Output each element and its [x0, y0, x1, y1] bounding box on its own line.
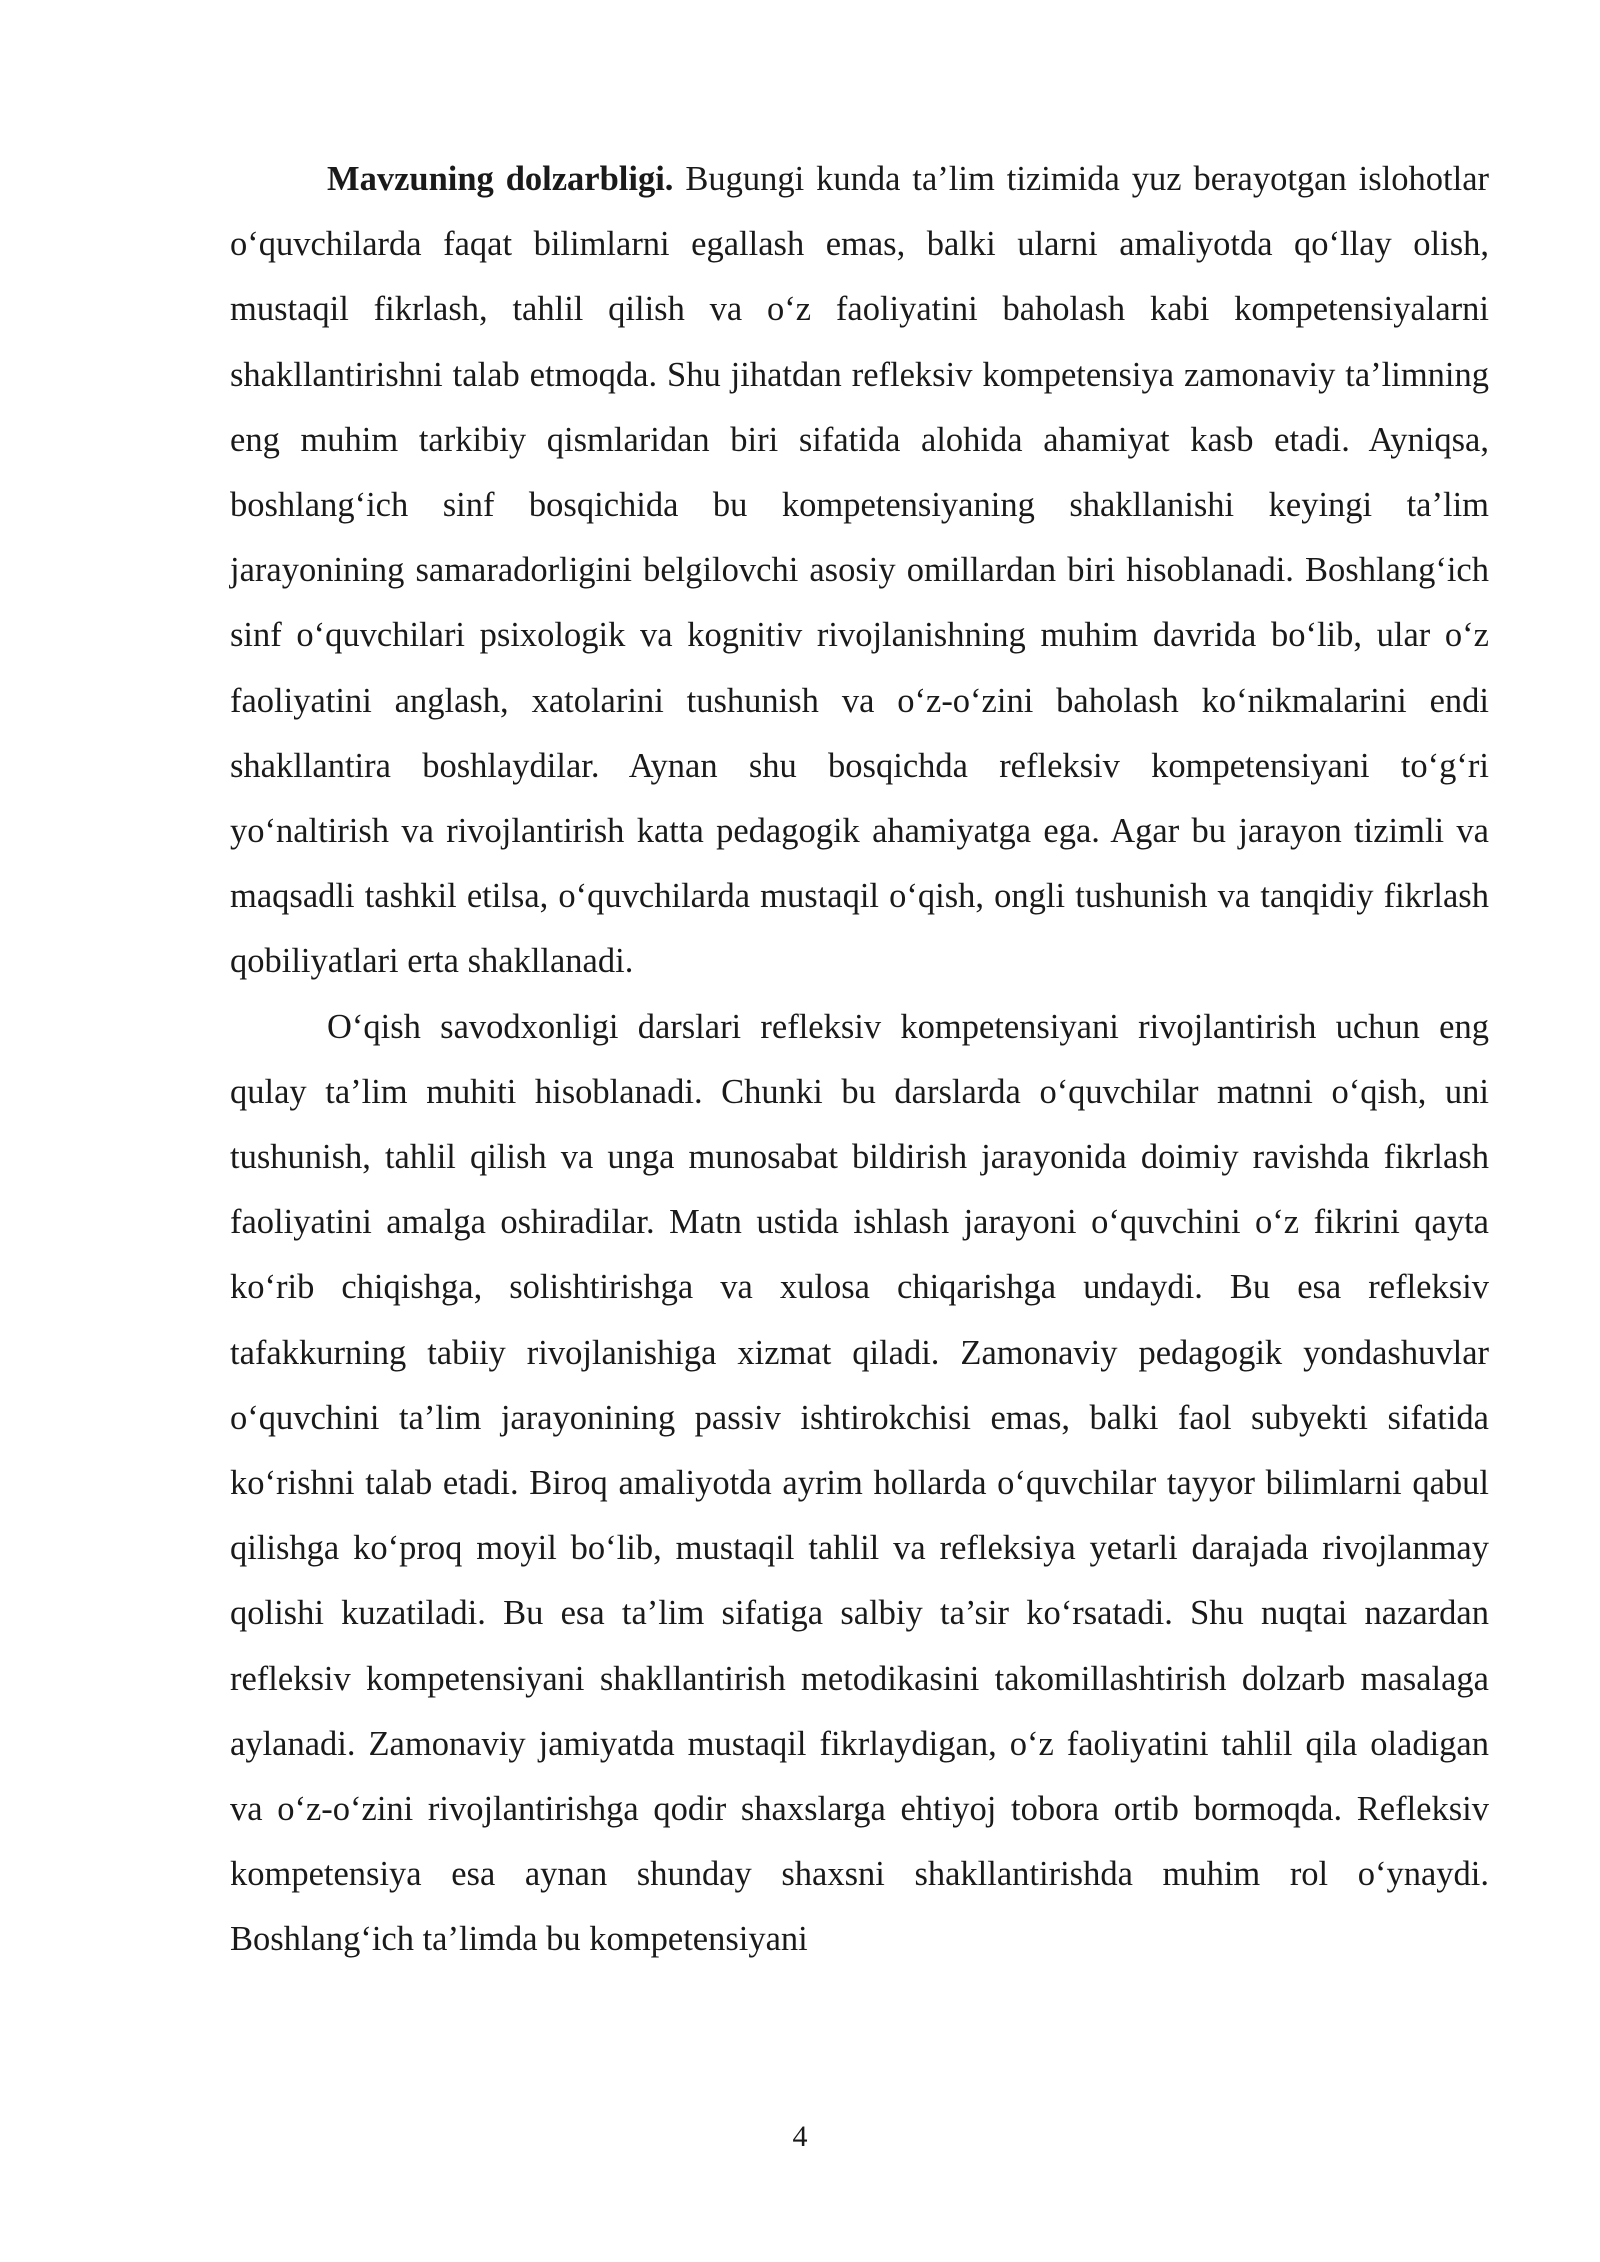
- body-text: [230, 147, 1489, 1973]
- page-number: 4: [792, 2120, 808, 2153]
- paragraph-reading-literacy: O‘qish savodxonligi darslari refleksiv kompetensiyani rivojlantirish uchun eng qulay ta’lim muhiti hisoblanadi. Chunki bu darslarda o‘quvchilar matnni o‘qish, uni tushunish, tahlil qilish va unga munosabat bildirish jarayonida doimiy ravishda fikrlash faoliyatini amalga oshiradilar. Matn ustida ishlash jarayoni o‘quvchini o‘z fikrini qayta ko‘rib chiqishga, solishtirishga va xulosa chiqarishga undaydi. Bu esa refleksiv tafakkurning tabiiy rivojlanishiga xizmat qiladi. Zamonaviy pedagogik yondashuvlar o‘quvchini ta’lim jarayonining passiv ishtirokchisi emas, balki faol subyekti sifatida ko‘rishni talab etadi. Biroq amaliyotda ayrim hollarda o‘quvchilar tayyor bilimlarni qabul qilishga ko‘proq moyil bo‘lib, mustaqil tahlil va refleksiya yetarli darajada rivojlanmay qolishi kuzatiladi. Bu esa ta’lim sifatiga salbiy ta’sir ko‘rsatadi. Shu nuqtai nazardan refleksiv kompetensiyani shakllantirish metodikasini takomillashtirish dolzarb masalaga aylanadi. Zamonaviy jamiyatda mustaqil fikrlaydigan, o‘z faoliyatini tahlil qila oladigan va o‘z-o‘zini rivojlantirishga qodir shaxslarga ehtiyoj tobora ortib bormoqda. Refleksiv kompetensiya esa aynan shunday shaxsni shakllantirishda muhim rol o‘ynaydi. Boshlang‘ich ta’limda bu kompetensiyani: [230, 1007, 1489, 1959]
- section-heading: Mavzuning dolzarbligi.: [327, 160, 674, 198]
- paragraph-text: Bugungi kunda ta’lim tizimida yuz berayotgan islohotlar o‘quvchilarda faqat bilimlarni egallash emas, balki ularni amaliyotda qo‘llay olish, mustaqil fikrlash, tahlil qilish va o‘z faoliyatini baholash kabi kompetensiyalarni shakllantirishni talab etmoqda. Shu jihatdan refleksiv kompetensiya zamonaviy ta’limning eng muhim tarkibiy qismlaridan biri sifatida alohida ahamiyat kasb etadi. Ayniqsa, boshlang‘ich sinf bosqichida bu kompetensiyaning shakllanishi keyingi ta’lim jarayonining samaradorligini belgilovchi asosiy omillardan biri hisoblanadi. Boshlang‘ich sinf o‘quvchilari psixologik va kognitiv rivojlanishning muhim davrida bo‘lib, ular o‘z faoliyatini anglash, xatolarini tushunish va o‘z-o‘zini baholash ko‘nikmalarini endi shakllantira boshlaydilar. Aynan shu bosqichda refleksiv kompetensiyani to‘g‘ri yo‘naltirish va rivojlantirish katta pedagogik ahamiyatga ega. Agar bu jarayon tizimli va maqsadli tashkil etilsa, o‘quvchilarda mustaqil o‘qish, ongli tushunish va tanqidiy fikrlash qobiliyatlari erta shakllanadi.: [230, 160, 1489, 981]
- paragraph-relevance: [230, 147, 1489, 995]
